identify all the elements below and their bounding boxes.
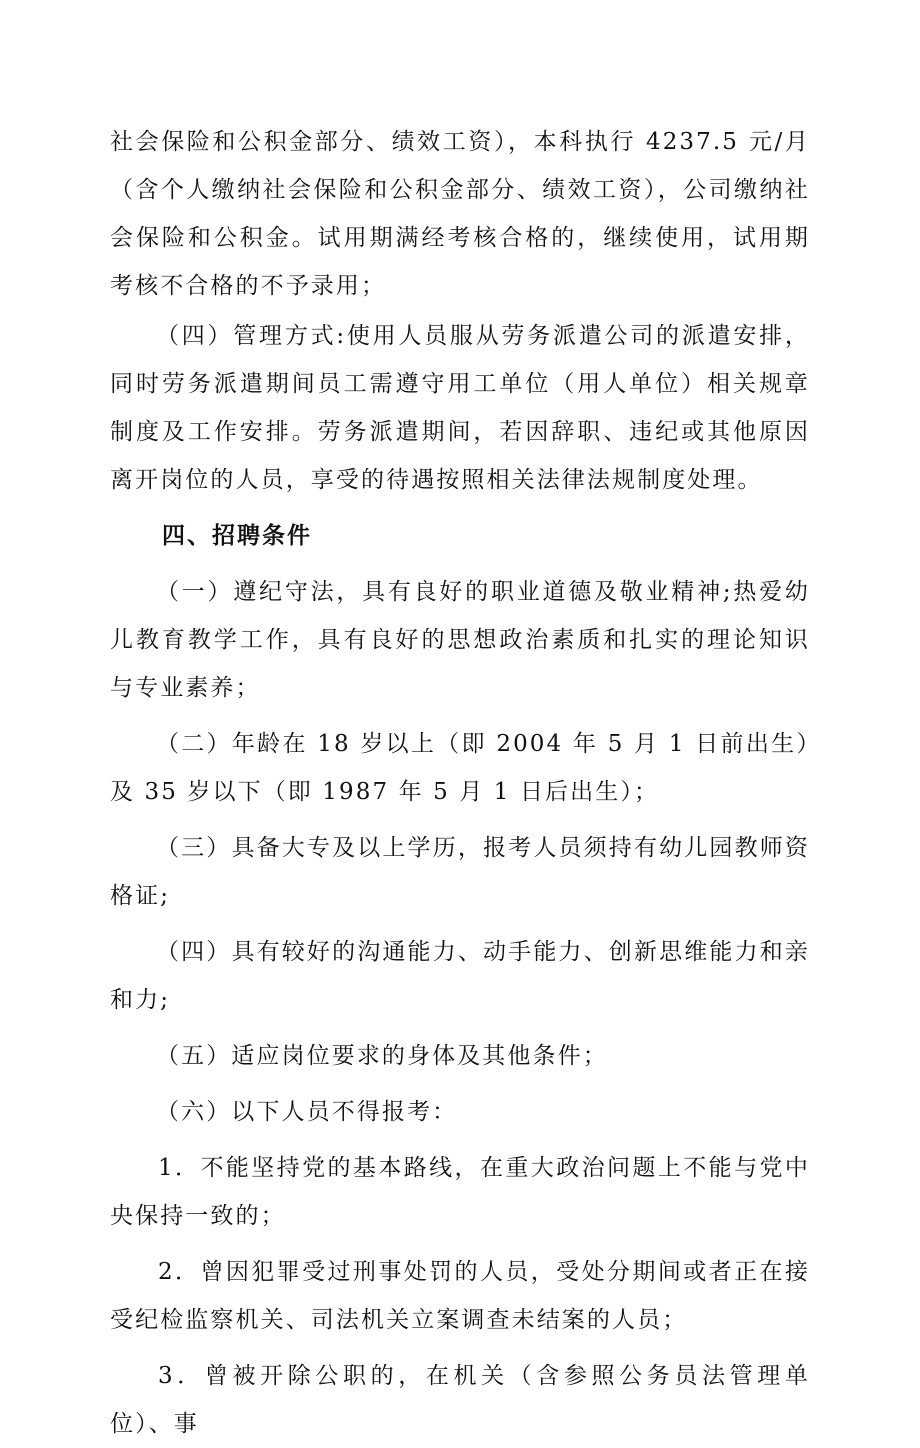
document-page xyxy=(110,118,810,1448)
exclusion-item-1: 1．不能坚持党的基本路线，在重大政治问题上不能与党中央保持一致的； xyxy=(110,1155,810,1229)
condition-item-3: （三）具备大专及以上学历，报考人员须持有幼儿园教师资格证; xyxy=(110,835,810,909)
condition-item-4: （四）具有较好的沟通能力、动手能力、创新思维能力和亲和力; xyxy=(110,939,810,1013)
salary-paragraph: 社会保险和公积金部分、绩效工资），本科执行 4237.5 元/月（含个人缴纳社会保险和公积金部分、绩效工资），公司缴纳社会保险和公积金。试用期满经考核合格的，继续使用，试用期考核不合格的不予录用； xyxy=(110,129,810,299)
exclusion-item-3: 3．曾被开除公职的，在机关（含参照公务员法管理单位）、事 xyxy=(110,1363,810,1437)
condition-item-2: （二）年龄在 18 岁以上（即 2004 年 5 月 1 日前出生）及 35 岁以下（即 1987 年 5 月 1 日后出生）； xyxy=(110,731,810,805)
condition-item-6: （六）以下人员不得报考： xyxy=(156,1099,458,1125)
management-paragraph: （四）管理方式:使用人员服从劳务派遣公司的派遣安排，同时劳务派遣期间员工需遵守用工单位（用人单位）相关规章制度及工作安排。劳务派遣期间，若因辞职、违纪或其他原因离开岗位的人员，享受的待遇按照相关法律法规制度处理。 xyxy=(110,323,810,493)
condition-item-5: （五）适应岗位要求的身体及其他条件； xyxy=(156,1043,608,1069)
exclusion-item-2: 2．曾因犯罪受过刑事处罚的人员，受处分期间或者正在接受纪检监察机关、司法机关立案调查未结案的人员； xyxy=(110,1259,810,1333)
condition-item-1: （一）遵纪守法，具有良好的职业道德及敬业精神;热爱幼儿教育教学工作，具有良好的思想政治素质和扎实的理论知识与专业素养； xyxy=(110,579,810,701)
section-heading: 四、招聘条件 xyxy=(162,523,312,549)
